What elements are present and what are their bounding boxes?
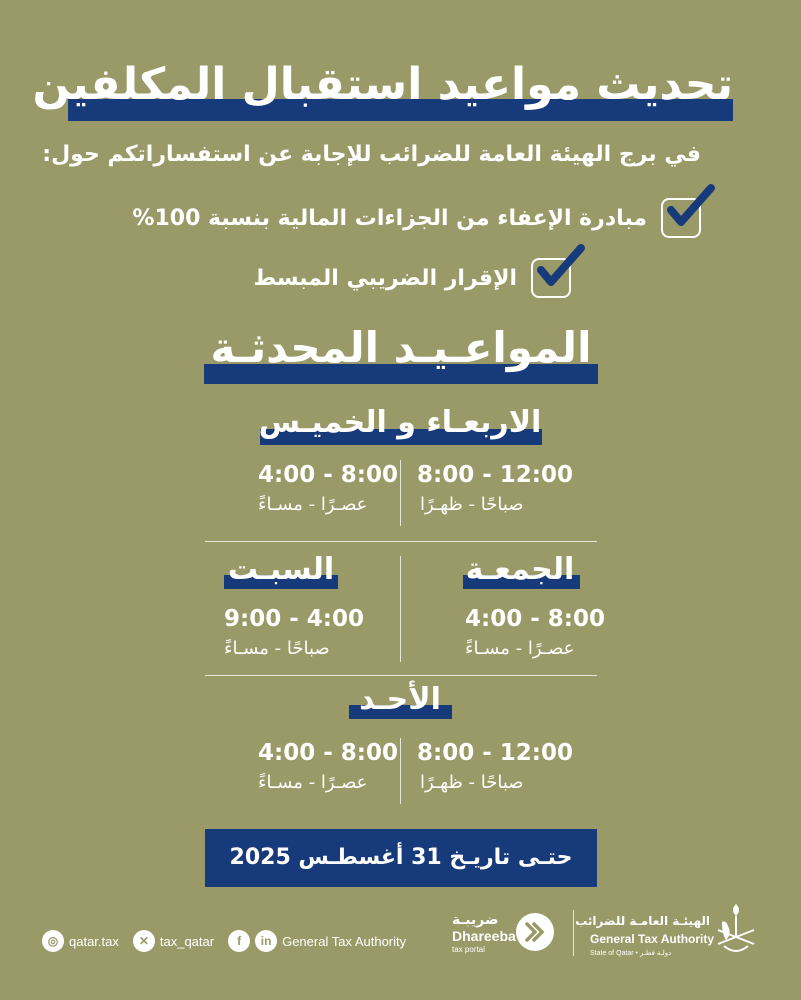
divider <box>205 541 597 542</box>
dhareeba-logo-sub: tax portal <box>452 945 485 954</box>
x-handle: tax_qatar <box>159 933 215 949</box>
wed-thu-evening-time: 4:00 - 8:00 <box>258 462 398 488</box>
checklist-item-1 <box>132 198 701 238</box>
intro-text: في برج الهيئة العامة للضرائب للإجابة عن استفساراتكم حول: <box>42 142 701 167</box>
x-link[interactable] <box>133 930 214 952</box>
sunday-evening-period: عصـرًا - مسـاءً <box>258 772 368 793</box>
updated-heading: المواعـيـد المحدثـة <box>210 323 592 372</box>
divider <box>400 460 401 526</box>
checkmark-icon <box>531 258 571 298</box>
wed-thu-label: الاربعـاء و الخميـس <box>258 405 542 440</box>
wed-thu-morning-time: 8:00 - 12:00 <box>417 462 573 488</box>
checkmark-icon <box>661 198 701 238</box>
wed-thu-evening-period: عصـرًا - مسـاءً <box>258 494 368 515</box>
dhareeba-logo-en: Dhareeba <box>452 928 516 944</box>
friday-period: عصـرًا - مسـاءً <box>465 638 575 659</box>
linkedin-icon: in <box>255 930 277 952</box>
saturday-label: السبـت <box>227 552 335 587</box>
sunday-morning-time: 8:00 - 12:00 <box>417 740 573 766</box>
friday-time: 4:00 - 8:00 <box>465 606 605 632</box>
sunday-morning-period: صباحًا - ظهـرًا <box>420 772 524 793</box>
gta-logo-en: General Tax Authority <box>590 932 715 946</box>
page-title-block <box>32 55 733 125</box>
until-date-banner: حتـى تاريـخ 31 أغسطـس 2025 <box>205 829 597 887</box>
wed-thu-morning-period: صباحًا - ظهـرًا <box>420 494 524 515</box>
page-title: تحديث مواعيد استقبال المكلفين <box>32 59 733 110</box>
friday-label: الجمعـة <box>465 552 575 587</box>
checklist-label: الإقرار الضريبي المبسط <box>253 265 517 291</box>
checklist-label: مبادرة الإعفاء من الجزاءات المالية بنسبة 100% <box>132 205 647 231</box>
linkedin-link[interactable] <box>228 930 406 952</box>
divider <box>400 556 401 662</box>
divider <box>205 675 597 676</box>
x-icon: ✕ <box>133 930 155 952</box>
linkedin-handle: General Tax Authority <box>282 933 407 949</box>
facebook-icon: f <box>228 930 250 952</box>
divider <box>573 910 574 956</box>
instagram-link[interactable] <box>42 930 119 952</box>
sunday-label: الأحـد <box>359 682 441 717</box>
saturday-period: صباحًا - مسـاءً <box>224 638 330 659</box>
social-links <box>42 930 412 952</box>
qatar-emblem-icon <box>712 900 760 964</box>
saturday-time: 9:00 - 4:00 <box>224 606 364 632</box>
gta-logo-state: State of Qatar • دولـة قطـر <box>590 950 672 957</box>
instagram-handle: qatar.tax <box>69 933 119 949</box>
divider <box>400 738 401 804</box>
dhareeba-icon <box>515 912 555 956</box>
gta-logo-ar: الهيئـة العامـة للضرائب <box>575 914 710 928</box>
dhareeba-logo-ar: ضريبـة <box>452 912 499 928</box>
sunday-evening-time: 4:00 - 8:00 <box>258 740 398 766</box>
instagram-icon: ◎ <box>42 930 64 952</box>
checklist-item-2 <box>253 258 571 298</box>
